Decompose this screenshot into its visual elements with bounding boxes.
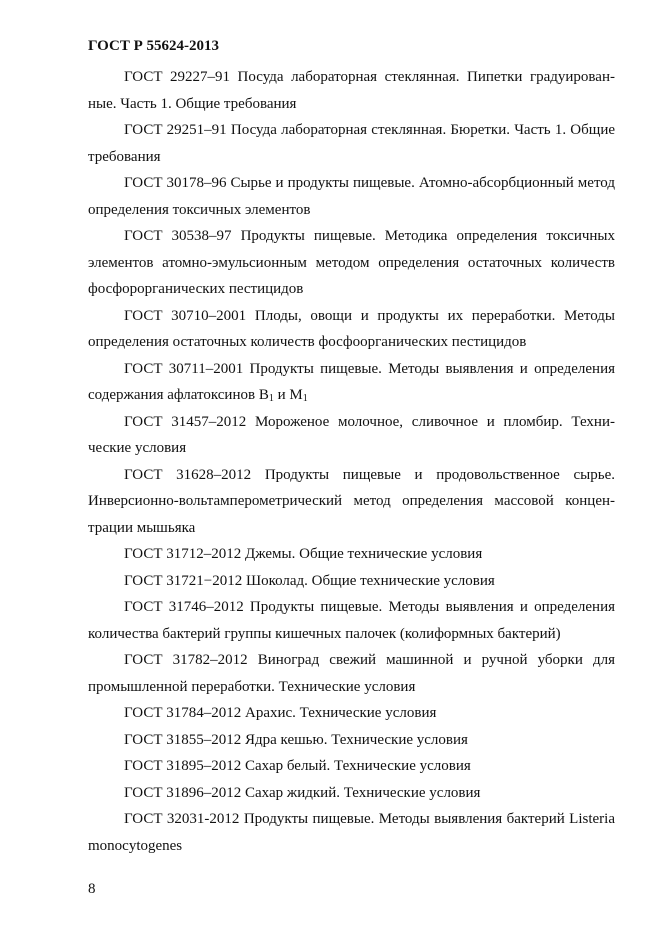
reference-item: ГОСТ 31782–2012 Виноград свежий машинной и ручной уборки для промышленной переработки. Технические условия (88, 652, 615, 695)
document-header: ГОСТ Р 55624-2013 (88, 38, 220, 54)
reference-item: ГОСТ 30178–96 Сырье и продукты пищевые. Атомно-абсорбционный метод определения токсичных элементов (88, 175, 615, 218)
reference-text: ГОСТ 30711–2001 Продукты пищевые. Методы выявления и определения содержания афлатоксинов B (88, 360, 615, 403)
reference-item: ГОСТ 31721−2012 Шоколад. Общие технические условия (124, 572, 495, 589)
reference-item: ГОСТ 31712–2012 Джемы. Общие технические условия (124, 546, 483, 562)
reference-item (88, 356, 615, 409)
reference-item: ГОСТ 31457–2012 Мороженое молочное, сливочное и пломбир. Технические условия (88, 413, 615, 456)
reference-item: ГОСТ 31855–2012 Ядра кешью. Технические условия (124, 731, 468, 748)
reference-text: и M (273, 387, 303, 403)
subscript: 1 (302, 393, 308, 404)
reference-item: ГОСТ 31784–2012 Арахис. Технические условия (124, 705, 437, 721)
reference-item: ГОСТ 31895–2012 Сахар белый. Технические условия (124, 758, 471, 774)
reference-item: ГОСТ 30538–97 Продукты пищевые. Методика определения токсичных элементов атомно-эмульсионным методом определения остаточных количеств фосфорорганических пестицидов (88, 228, 615, 297)
reference-item: ГОСТ 30710–2001 Плоды, овощи и продукты их переработки. Методы определения остаточных количеств фосфоорганических пестицидов (88, 307, 615, 350)
reference-item: ГОСТ 32031-2012 Продукты пищевые. Методы выявления бактерий Listeria monocytogenes (88, 811, 615, 854)
reference-item: ГОСТ 31746–2012 Продукты пищевые. Методы выявления и определения количества бактерий группы кишечных палочек (колиформных бактерий) (88, 599, 615, 642)
reference-item: ГОСТ 29227–91 Посуда лабораторная стеклянная. Пипетки градуированные. Часть 1. Общие требования (88, 69, 615, 112)
normative-references-list (88, 64, 615, 859)
subscript: 1 (268, 393, 274, 404)
reference-item: ГОСТ 29251–91 Посуда лабораторная стеклянная. Бюретки. Часть 1. Общие требования (88, 122, 615, 165)
reference-item: ГОСТ 31896–2012 Сахар жидкий. Технические условия (124, 784, 481, 801)
reference-item: ГОСТ 31628–2012 Продукты пищевые и продовольственное сырье. Инверсионно-вольтамперометрический метод определения массовой концентрации мышьяка (88, 466, 615, 536)
page-number: 8 (88, 881, 96, 897)
